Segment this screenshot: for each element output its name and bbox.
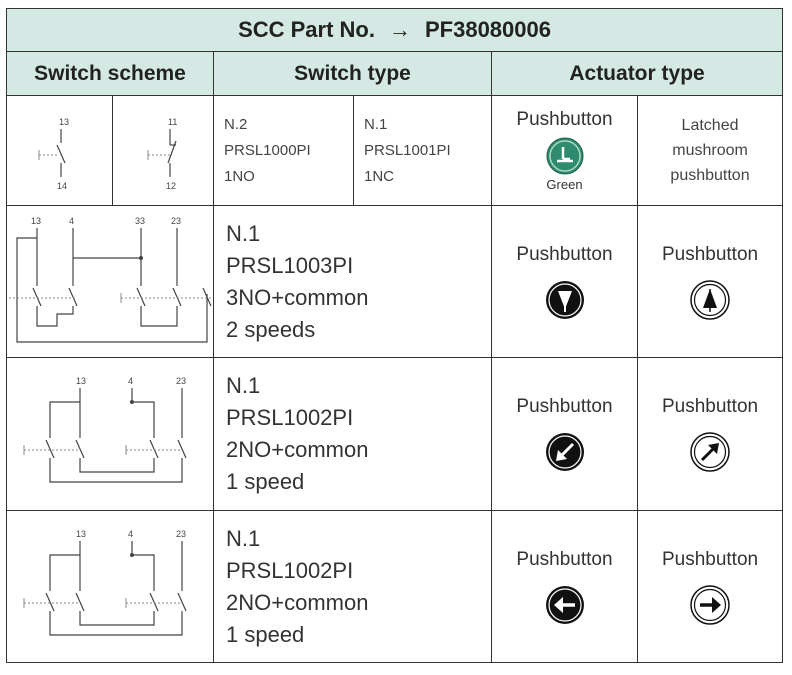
scheme-3no-common [7,206,214,358]
svg-text:4: 4 [128,528,134,539]
2no-common-circuit-diagram-b [20,527,200,647]
actuator-up-right-pushbutton: Pushbutton [638,358,783,511]
nc-contact-symbol [128,111,198,191]
svg-text:13: 13 [76,376,87,386]
svg-text:13: 13 [58,116,69,127]
header-actuator-type: Actuator type [492,52,783,96]
scheme-2no-common [7,358,214,511]
left-arrow-black-button-icon [545,585,585,625]
svg-text:23: 23 [171,216,182,226]
table-row [7,511,783,663]
parts-table-sheet [6,8,782,663]
header-switch-scheme: Switch scheme [7,52,214,96]
header-switch-type: Switch type [214,52,492,96]
table-row [7,206,783,358]
up-arrow-white-button-icon [690,280,730,320]
svg-text:4: 4 [69,216,75,226]
title-label: SCC Part No. [238,17,375,42]
right-arrow-white-button-icon [690,585,730,625]
part-number-title [7,9,783,52]
svg-text:14: 14 [56,180,67,191]
down-arrow-black-button-icon [545,280,585,320]
switch-type-a: N.2 PRSL1000PI 1NO [214,96,354,206]
svg-text:23: 23 [176,528,187,539]
svg-text:4: 4 [128,376,134,386]
svg-text:12: 12 [166,180,177,191]
svg-text:13: 13 [76,528,87,539]
green-pushbutton-icon [546,137,584,175]
title-arrow: → [388,17,411,42]
scheme-1nc [113,96,214,206]
switch-type-2no-common-b: N.1 PRSL1002PI 2NO+common 1 speed [214,511,492,663]
actuator-right-pushbutton: Pushbutton [638,511,783,663]
svg-text:11: 11 [168,116,178,127]
parts-table [6,8,783,663]
switch-type-2no-common-a: N.1 PRSL1002PI 2NO+common 1 speed [214,358,492,511]
up-right-arrow-white-button-icon [690,432,730,472]
scheme-1no [7,96,113,206]
2no-common-circuit-diagram [20,374,200,494]
svg-text:13: 13 [31,216,42,226]
actuator-green-pushbutton: Pushbutton Green [492,96,638,206]
part-number: PF38080006 [424,17,551,42]
actuator-left-pushbutton: Pushbutton [492,511,638,663]
svg-text:33: 33 [135,216,146,226]
actuator-down-pushbutton: Pushbutton [492,206,638,358]
switch-type-3no-common: N.1 PRSL1003PI 3NO+common 2 speeds [214,206,492,358]
table-row [7,96,783,206]
no-contact-symbol [25,111,95,191]
3no-common-circuit-diagram [7,214,213,349]
actuator-latched-mushroom: Latched mushroom pushbutton [638,96,783,206]
switch-type-b: N.1 PRSL1001PI 1NC [354,96,492,206]
scheme-2no-common-b [7,511,214,663]
table-row [7,358,783,511]
actuator-up-pushbutton: Pushbutton [638,206,783,358]
actuator-down-left-pushbutton: Pushbutton [492,358,638,511]
svg-text:23: 23 [176,376,187,386]
down-left-arrow-black-button-icon [545,432,585,472]
